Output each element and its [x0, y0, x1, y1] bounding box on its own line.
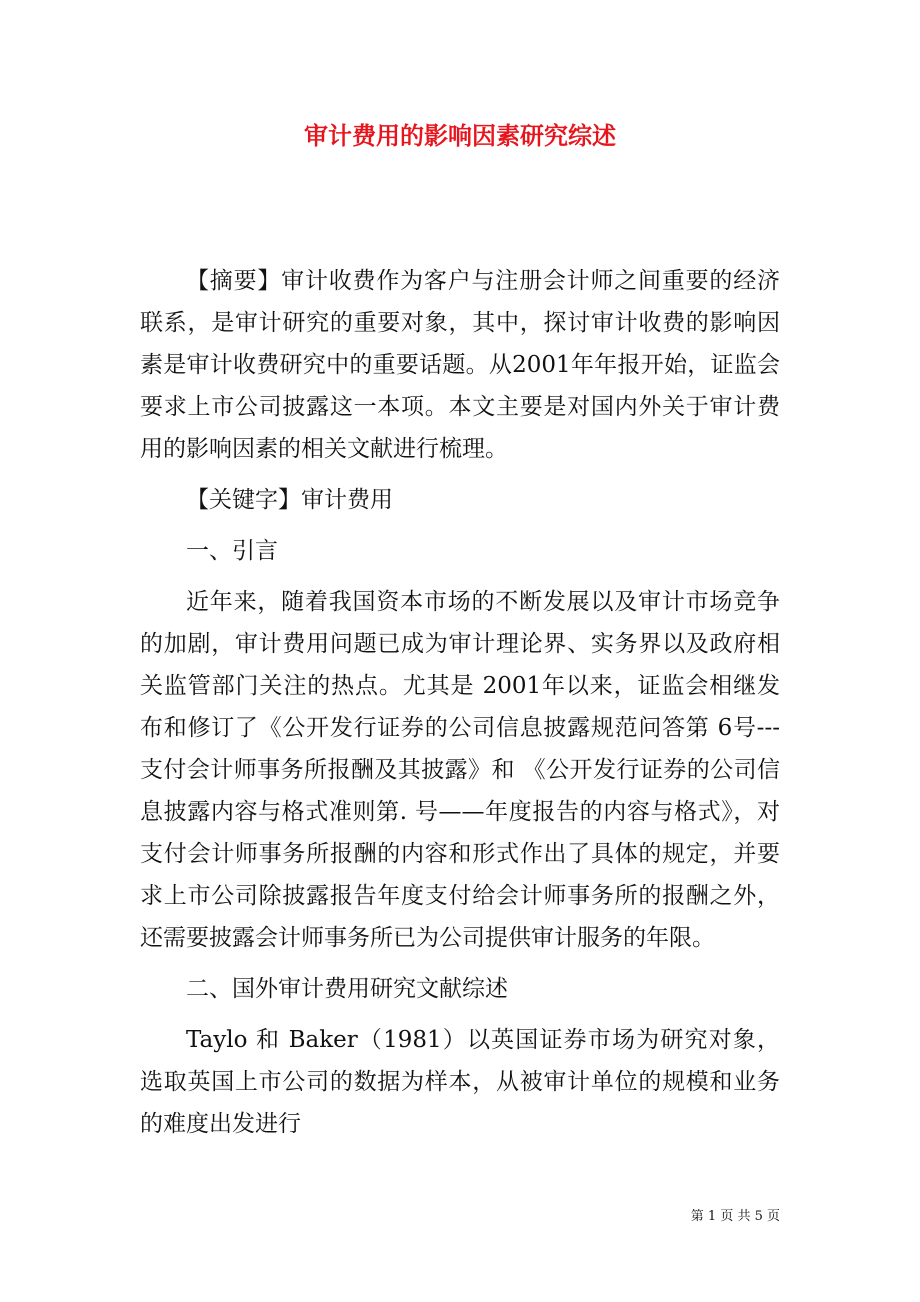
page-number: 第 1 页 共 5 页 — [690, 1209, 780, 1224]
section-heading-introduction: 一、引言 — [186, 538, 278, 564]
foreign-literature-paragraph: Taylo 和 Baker（1981）以英国证券市场为研究对象，选取英国上市公司的数据为样本，从被审计单位的规模和业务的难度出发进行 — [140, 1027, 780, 1137]
introduction-paragraph: 近年来，随着我国资本市场的不断发展以及审计市场竞争的加剧，审计费用问题已成为审计理论界、实务界以及政府相关监管部门关注的热点。尤其是 2001年以来，证监会相继发布和修订了《公开发行证券的公司信息披露规范问答第 6号---支付会计师事务所报酬及其披露》和 《公开发行证券的公司信息披露内容与格式准则第. 号——年度报告的内容与格式》，对支付会计师事务所报酬的内容和形式作出了具体的规定，并要求上市公司除披露报告年度支付给会计师事务所的报酬之外，还需要披露会计师事务所已为公司提供审计服务的年限。 — [140, 589, 780, 951]
document-body — [140, 260, 780, 1154]
abstract-paragraph: 【摘要】审计收费作为客户与注册会计师之间重要的经济联系，是审计研究的重要对象，其中，探讨审计收费的影响因素是审计收费研究中的重要话题。从2001年年报开始，证监会要求上市公司披露这一本项。本文主要是对国内外关于审计费用的影响因素的相关文献进行梳理。 — [140, 268, 780, 462]
section-heading-foreign-literature: 二、国外审计费用研究文献综述 — [186, 976, 508, 1002]
document-title: 审计费用的影响因素研究综述 — [304, 121, 616, 150]
keywords-paragraph: 【关键字】审计费用 — [186, 487, 393, 513]
